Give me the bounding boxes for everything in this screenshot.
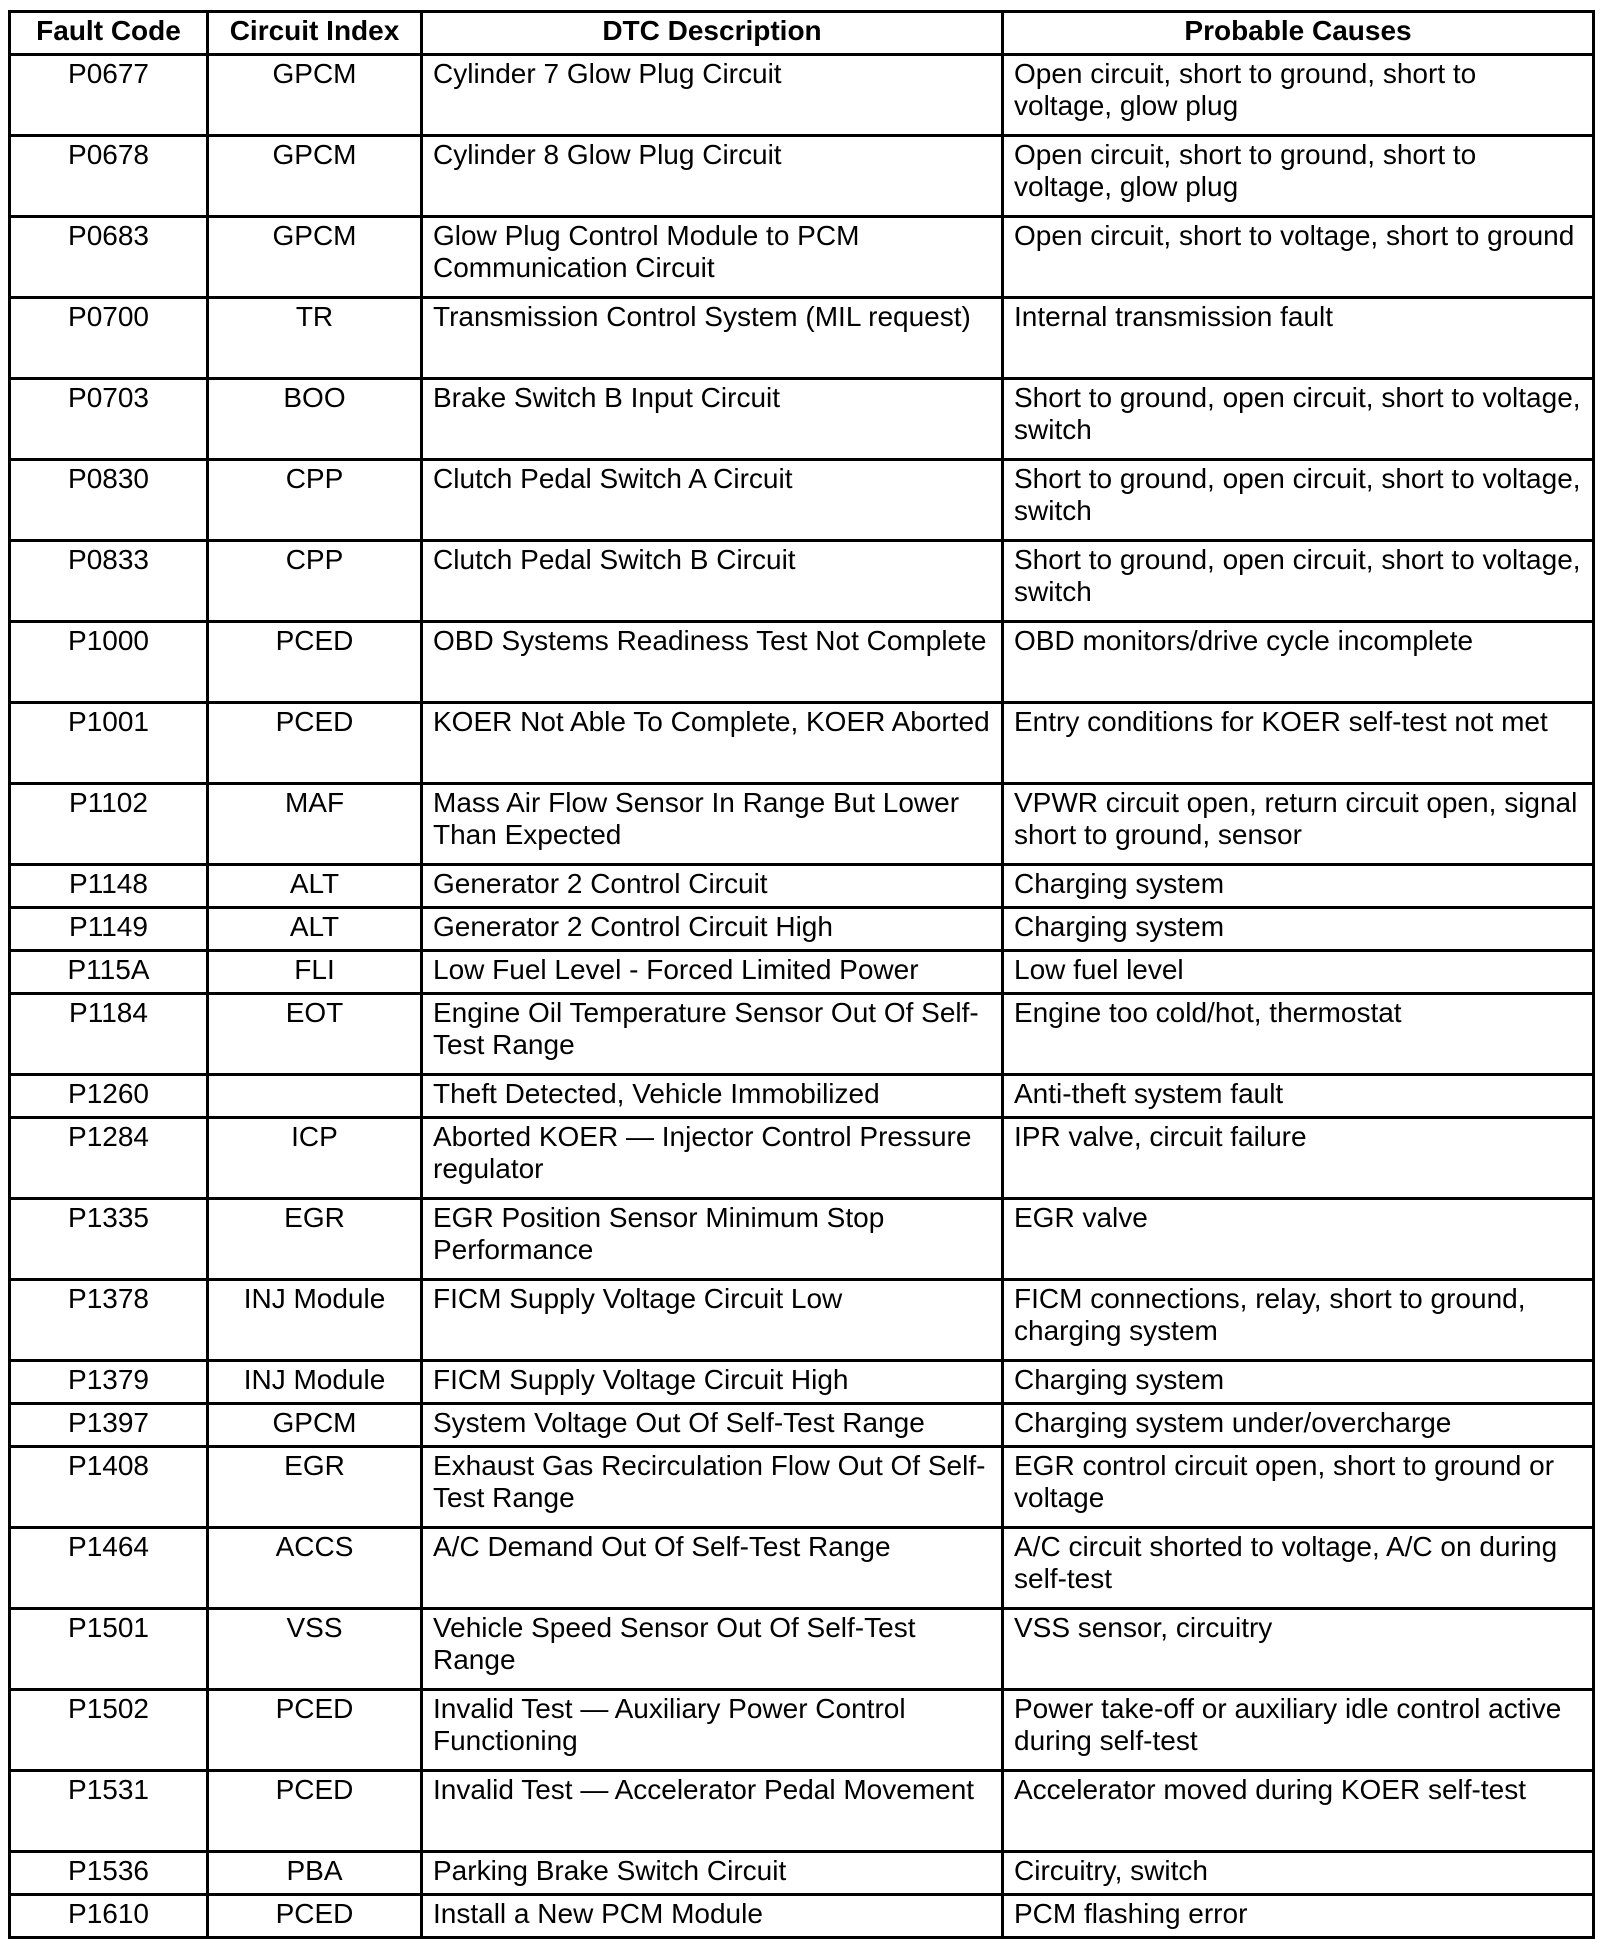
dtc-description-cell: FICM Supply Voltage Circuit High [422, 1361, 1003, 1404]
fault-code-cell: P0683 [10, 217, 208, 298]
document-page [8, 10, 1592, 1939]
circuit-index-cell: ALT [208, 865, 422, 908]
table-row [10, 1447, 1594, 1528]
circuit-index-cell: PBA [208, 1852, 422, 1895]
probable-causes-cell: A/C circuit shorted to voltage, A/C on during self-test [1003, 1528, 1594, 1609]
circuit-index-cell: PCED [208, 1771, 422, 1852]
circuit-index-cell: GPCM [208, 55, 422, 136]
dtc-description-cell: System Voltage Out Of Self-Test Range [422, 1404, 1003, 1447]
table-row [10, 908, 1594, 951]
probable-causes-cell: Circuitry, switch [1003, 1852, 1594, 1895]
probable-causes-cell: Open circuit, short to ground, short to voltage, glow plug [1003, 55, 1594, 136]
fault-code-cell: P1148 [10, 865, 208, 908]
probable-causes-cell: OBD monitors/drive cycle incomplete [1003, 622, 1594, 703]
table-row [10, 1199, 1594, 1280]
probable-causes-cell: IPR valve, circuit failure [1003, 1118, 1594, 1199]
circuit-index-cell: CPP [208, 460, 422, 541]
probable-causes-cell: Open circuit, short to ground, short to voltage, glow plug [1003, 136, 1594, 217]
fault-code-cell: P1531 [10, 1771, 208, 1852]
fault-code-cell: P1378 [10, 1280, 208, 1361]
circuit-index-cell: MAF [208, 784, 422, 865]
probable-causes-cell: VPWR circuit open, return circuit open, signal short to ground, sensor [1003, 784, 1594, 865]
circuit-index-cell: PCED [208, 622, 422, 703]
dtc-description-cell: Invalid Test — Auxiliary Power Control Functioning [422, 1690, 1003, 1771]
probable-causes-cell: Charging system under/overcharge [1003, 1404, 1594, 1447]
circuit-index-cell: PCED [208, 703, 422, 784]
probable-causes-cell: Power take-off or auxiliary idle control active during self-test [1003, 1690, 1594, 1771]
fault-code-cell: P1379 [10, 1361, 208, 1404]
dtc-description-cell: Clutch Pedal Switch B Circuit [422, 541, 1003, 622]
fault-code-cell: P1397 [10, 1404, 208, 1447]
circuit-index-cell: ACCS [208, 1528, 422, 1609]
fault-code-cell: P1610 [10, 1895, 208, 1938]
circuit-index-cell: PCED [208, 1690, 422, 1771]
header-dtc-description: DTC Description [422, 12, 1003, 55]
circuit-index-cell: PCED [208, 1895, 422, 1938]
probable-causes-cell: Low fuel level [1003, 951, 1594, 994]
fault-code-cell: P1408 [10, 1447, 208, 1528]
header-probable-causes: Probable Causes [1003, 12, 1594, 55]
probable-causes-cell: EGR control circuit open, short to ground or voltage [1003, 1447, 1594, 1528]
header-row [10, 12, 1594, 55]
circuit-index-cell: EOT [208, 994, 422, 1075]
probable-causes-cell: Anti-theft system fault [1003, 1075, 1594, 1118]
circuit-index-cell: EGR [208, 1447, 422, 1528]
dtc-description-cell: Clutch Pedal Switch A Circuit [422, 460, 1003, 541]
dtc-description-cell: Parking Brake Switch Circuit [422, 1852, 1003, 1895]
table-row [10, 1528, 1594, 1609]
dtc-description-cell: Install a New PCM Module [422, 1895, 1003, 1938]
header-fault-code: Fault Code [10, 12, 208, 55]
circuit-index-cell: BOO [208, 379, 422, 460]
dtc-table [8, 10, 1595, 1939]
dtc-description-cell: Generator 2 Control Circuit [422, 865, 1003, 908]
fault-code-cell: P1284 [10, 1118, 208, 1199]
dtc-description-cell: KOER Not Able To Complete, KOER Aborted [422, 703, 1003, 784]
table-row [10, 379, 1594, 460]
table-row [10, 217, 1594, 298]
fault-code-cell: P1260 [10, 1075, 208, 1118]
fault-code-cell: P0703 [10, 379, 208, 460]
table-body [10, 55, 1594, 1938]
fault-code-cell: P1502 [10, 1690, 208, 1771]
table-row [10, 460, 1594, 541]
table-row [10, 784, 1594, 865]
dtc-description-cell: EGR Position Sensor Minimum Stop Performance [422, 1199, 1003, 1280]
dtc-description-cell: Aborted KOER — Injector Control Pressure regulator [422, 1118, 1003, 1199]
fault-code-cell: P1501 [10, 1609, 208, 1690]
fault-code-cell: P1335 [10, 1199, 208, 1280]
probable-causes-cell: Charging system [1003, 1361, 1594, 1404]
dtc-description-cell: OBD Systems Readiness Test Not Complete [422, 622, 1003, 703]
table-row [10, 1404, 1594, 1447]
fault-code-cell: P0678 [10, 136, 208, 217]
table-row [10, 622, 1594, 703]
dtc-description-cell: Transmission Control System (MIL request) [422, 298, 1003, 379]
dtc-description-cell: FICM Supply Voltage Circuit Low [422, 1280, 1003, 1361]
circuit-index-cell: GPCM [208, 217, 422, 298]
probable-causes-cell: FICM connections, relay, short to ground, charging system [1003, 1280, 1594, 1361]
dtc-description-cell: Engine Oil Temperature Sensor Out Of Self-Test Range [422, 994, 1003, 1075]
probable-causes-cell: VSS sensor, circuitry [1003, 1609, 1594, 1690]
table-row [10, 1690, 1594, 1771]
probable-causes-cell: Entry conditions for KOER self-test not met [1003, 703, 1594, 784]
fault-code-cell: P1464 [10, 1528, 208, 1609]
circuit-index-cell: INJ Module [208, 1280, 422, 1361]
table-row [10, 541, 1594, 622]
table-row [10, 136, 1594, 217]
probable-causes-cell: EGR valve [1003, 1199, 1594, 1280]
dtc-description-cell: Low Fuel Level - Forced Limited Power [422, 951, 1003, 994]
fault-code-cell: P1001 [10, 703, 208, 784]
table-row [10, 951, 1594, 994]
probable-causes-cell: Charging system [1003, 908, 1594, 951]
table-row [10, 1609, 1594, 1690]
table-row [10, 1118, 1594, 1199]
dtc-description-cell: Generator 2 Control Circuit High [422, 908, 1003, 951]
probable-causes-cell: Accelerator moved during KOER self-test [1003, 1771, 1594, 1852]
probable-causes-cell: Charging system [1003, 865, 1594, 908]
circuit-index-cell [208, 1075, 422, 1118]
circuit-index-cell: GPCM [208, 136, 422, 217]
table-header [10, 12, 1594, 55]
circuit-index-cell: CPP [208, 541, 422, 622]
table-row [10, 1895, 1594, 1938]
circuit-index-cell: FLI [208, 951, 422, 994]
fault-code-cell: P1149 [10, 908, 208, 951]
probable-causes-cell: Open circuit, short to voltage, short to ground [1003, 217, 1594, 298]
fault-code-cell: P1000 [10, 622, 208, 703]
table-row [10, 1361, 1594, 1404]
fault-code-cell: P0830 [10, 460, 208, 541]
fault-code-cell: P0833 [10, 541, 208, 622]
dtc-description-cell: Theft Detected, Vehicle Immobilized [422, 1075, 1003, 1118]
fault-code-cell: P0700 [10, 298, 208, 379]
circuit-index-cell: INJ Module [208, 1361, 422, 1404]
dtc-description-cell: A/C Demand Out Of Self-Test Range [422, 1528, 1003, 1609]
probable-causes-cell: Engine too cold/hot, thermostat [1003, 994, 1594, 1075]
dtc-description-cell: Vehicle Speed Sensor Out Of Self-Test Range [422, 1609, 1003, 1690]
circuit-index-cell: VSS [208, 1609, 422, 1690]
table-row [10, 298, 1594, 379]
table-row [10, 1280, 1594, 1361]
circuit-index-cell: EGR [208, 1199, 422, 1280]
table-row [10, 865, 1594, 908]
fault-code-cell: P1536 [10, 1852, 208, 1895]
probable-causes-cell: PCM flashing error [1003, 1895, 1594, 1938]
probable-causes-cell: Internal transmission fault [1003, 298, 1594, 379]
header-circuit-index: Circuit Index [208, 12, 422, 55]
probable-causes-cell: Short to ground, open circuit, short to voltage, switch [1003, 541, 1594, 622]
circuit-index-cell: ICP [208, 1118, 422, 1199]
circuit-index-cell: GPCM [208, 1404, 422, 1447]
table-row [10, 1852, 1594, 1895]
probable-causes-cell: Short to ground, open circuit, short to voltage, switch [1003, 379, 1594, 460]
circuit-index-cell: ALT [208, 908, 422, 951]
dtc-description-cell: Exhaust Gas Recirculation Flow Out Of Self-Test Range [422, 1447, 1003, 1528]
circuit-index-cell: TR [208, 298, 422, 379]
dtc-description-cell: Brake Switch B Input Circuit [422, 379, 1003, 460]
dtc-description-cell: Mass Air Flow Sensor In Range But Lower Than Expected [422, 784, 1003, 865]
table-row [10, 1075, 1594, 1118]
probable-causes-cell: Short to ground, open circuit, short to voltage, switch [1003, 460, 1594, 541]
table-row [10, 1771, 1594, 1852]
dtc-description-cell: Cylinder 7 Glow Plug Circuit [422, 55, 1003, 136]
dtc-description-cell: Invalid Test — Accelerator Pedal Movement [422, 1771, 1003, 1852]
fault-code-cell: P1102 [10, 784, 208, 865]
table-row [10, 994, 1594, 1075]
dtc-description-cell: Cylinder 8 Glow Plug Circuit [422, 136, 1003, 217]
dtc-description-cell: Glow Plug Control Module to PCM Communication Circuit [422, 217, 1003, 298]
fault-code-cell: P1184 [10, 994, 208, 1075]
table-row [10, 703, 1594, 784]
fault-code-cell: P115A [10, 951, 208, 994]
fault-code-cell: P0677 [10, 55, 208, 136]
table-row [10, 55, 1594, 136]
